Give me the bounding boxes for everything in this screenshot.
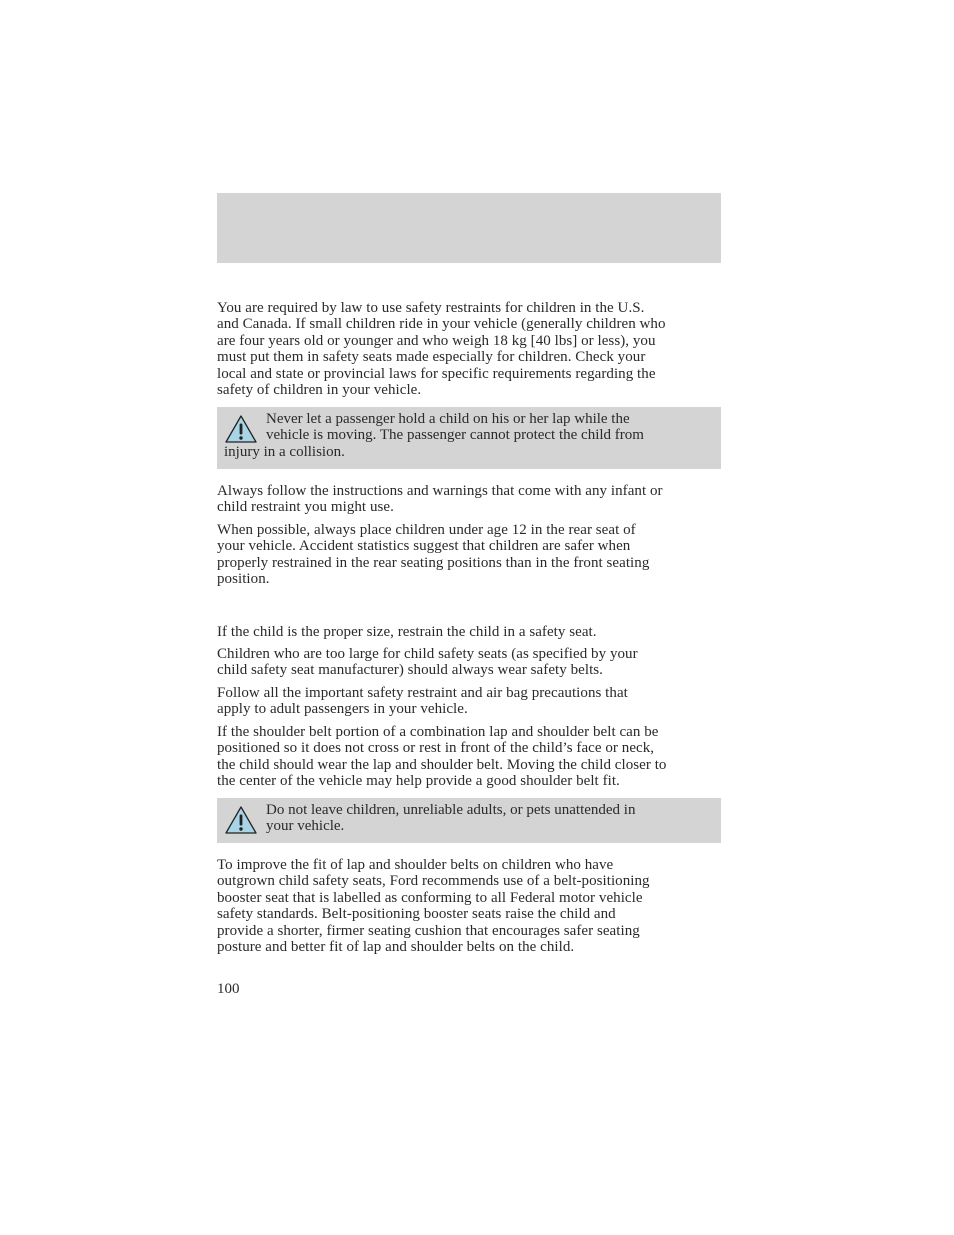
text-line: local and state or provincial laws for specific requirements regarding the <box>217 365 656 382</box>
text-line: provide a shorter, firmer seating cushion that encourages safer seating <box>217 922 640 939</box>
text-line: properly restrained in the rear seating positions than in the front seating <box>217 554 650 571</box>
text-line: Children who are too large for child safety seats (as specified by your <box>217 646 638 662</box>
page-number: 100 <box>217 981 240 997</box>
text-line: your vehicle. Accident statistics suggest that children are safer when <box>217 538 631 555</box>
text-line: outgrown child safety seats, Ford recommends use of a belt-positioning <box>217 873 650 890</box>
warning-text-line: vehicle is moving. The passenger cannot protect the child from <box>266 427 644 444</box>
text-line: If the child is the proper size, restrain the child in a safety seat. <box>217 624 597 640</box>
text-line: the child should wear the lap and shoulder belt. Moving the child closer to <box>217 756 667 773</box>
warning-text-line: injury in a collision. <box>224 443 345 460</box>
text-line: safety of children in your vehicle. <box>217 382 422 399</box>
text-line: child safety seat manufacturer) should always wear safety belts. <box>217 662 603 679</box>
text-line: the center of the vehicle may help provide a good shoulder belt fit. <box>217 773 620 790</box>
text-line: position. <box>217 571 270 588</box>
shoulder-belt-paragraph <box>217 724 723 790</box>
text-line: are four years old or younger and who weigh 18 kg [40 lbs] or less), you <box>217 332 656 349</box>
warning-text-line: Never let a passenger hold a child on his or her lap while the <box>266 411 630 427</box>
text-line: Always follow the instructions and warnings that come with any infant or <box>217 483 663 499</box>
text-line: child restraint you might use. <box>217 499 394 516</box>
warning-triangle-icon <box>224 805 258 835</box>
text-line: must put them in safety seats made especially for children. Check your <box>217 349 646 366</box>
too-large-paragraph <box>217 646 723 679</box>
text-line: When possible, always place children under age 12 in the rear seat of <box>217 522 636 538</box>
text-line: and Canada. If small children ride in your vehicle (generally children who <box>217 316 666 333</box>
warning-text-line: Do not leave children, unreliable adults, or pets unattended in <box>266 802 636 818</box>
warning-text-line: your vehicle. <box>266 818 345 835</box>
proper-size-paragraph <box>217 624 723 640</box>
warning-box-lap <box>217 407 721 469</box>
section-header-band <box>217 193 721 263</box>
rear-seat-paragraph <box>217 522 723 588</box>
text-line: If the shoulder belt portion of a combination lap and shoulder belt can be <box>217 724 659 740</box>
text-line: To improve the fit of lap and shoulder belts on children who have <box>217 857 614 873</box>
precautions-paragraph <box>217 685 723 718</box>
warning-box-unattended <box>217 798 721 843</box>
text-line: Follow all the important safety restraint and air bag precautions that <box>217 685 628 701</box>
text-line: booster seat that is labelled as conforming to all Federal motor vehicle <box>217 889 643 906</box>
booster-seat-paragraph <box>217 857 723 955</box>
text-line: apply to adult passengers in your vehicle. <box>217 701 468 718</box>
warning-triangle-icon <box>224 414 258 444</box>
text-line: safety standards. Belt-positioning booster seats raise the child and <box>217 906 616 923</box>
instructions-paragraph <box>217 483 723 516</box>
intro-paragraph <box>217 300 723 398</box>
text-line: posture and better fit of lap and shoulder belts on the child. <box>217 939 575 956</box>
text-line: positioned so it does not cross or rest in front of the child’s face or neck, <box>217 740 655 757</box>
text-line: You are required by law to use safety restraints for children in the U.S. <box>217 300 645 316</box>
